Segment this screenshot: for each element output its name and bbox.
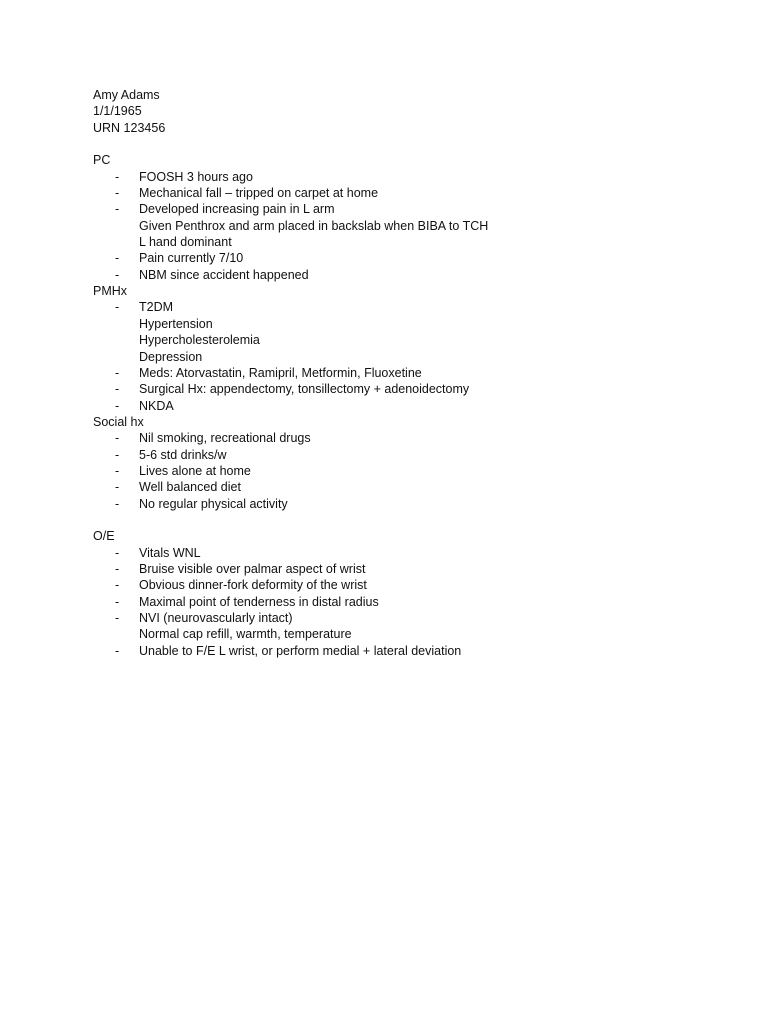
bullet-dash: - xyxy=(115,545,120,560)
bullet-dash: - xyxy=(115,300,120,315)
list-item xyxy=(93,496,733,512)
list-item-text: T2DM xyxy=(139,300,174,315)
bullet-dash: - xyxy=(115,382,120,397)
list-item-text: NBM since accident happened xyxy=(139,267,309,282)
section-heading-oe: O/E xyxy=(93,529,115,544)
list-item-text: 5-6 std drinks/w xyxy=(139,447,227,462)
list-item-continuation xyxy=(93,626,733,642)
bullet-dash: - xyxy=(115,169,120,184)
list-item-text: NVI (neurovascularly intact) xyxy=(139,611,293,625)
list-item xyxy=(93,201,733,217)
list-item-text: Vitals WNL xyxy=(139,545,201,560)
list-item-text: Hypertension xyxy=(139,316,213,331)
list-item-text: Developed increasing pain in L arm xyxy=(139,202,335,217)
list-item xyxy=(93,643,733,659)
list-item-text: Depression xyxy=(139,349,203,364)
list-item xyxy=(93,479,733,495)
bullet-dash: - xyxy=(115,578,120,593)
list-item-text: Lives alone at home xyxy=(139,463,251,478)
list-item xyxy=(93,169,733,185)
list-item xyxy=(93,381,733,397)
bullet-dash: - xyxy=(115,594,120,609)
list-item-text: L hand dominant xyxy=(139,235,232,250)
list-item-text: Surgical Hx: appendectomy, tonsillectomy + adenoidectomy xyxy=(139,382,470,397)
bullet-dash: - xyxy=(115,463,120,478)
bullet-dash: - xyxy=(115,398,120,413)
section-heading-pmhx: PMHx xyxy=(93,284,128,299)
bullet-dash: - xyxy=(115,251,120,266)
bullet-dash: - xyxy=(115,496,120,511)
list-item xyxy=(93,463,733,479)
bullet-dash: - xyxy=(115,186,120,201)
list-item xyxy=(93,577,733,593)
clinical-note-page xyxy=(93,87,733,659)
list-item-continuation xyxy=(93,218,733,234)
list-item-text: Unable to F/E L wrist, or perform medial + lateral deviation xyxy=(139,643,462,658)
list-item-text: Given Penthrox and arm placed in backslab when BIBA to TCH xyxy=(139,218,489,233)
list-item-text: Mechanical fall – tripped on carpet at home xyxy=(139,186,379,201)
list-item xyxy=(93,594,733,610)
list-item xyxy=(93,267,733,283)
list-item xyxy=(93,545,733,561)
list-item-text: Well balanced diet xyxy=(139,480,241,495)
section-heading-pc: PC xyxy=(93,153,111,168)
list-item xyxy=(93,250,733,266)
bullet-dash: - xyxy=(115,365,120,380)
list-item-continuation xyxy=(93,234,733,250)
list-item xyxy=(93,561,733,577)
list-item xyxy=(93,447,733,463)
list-item-text: Pain currently 7/10 xyxy=(139,251,244,266)
section-heading-social-hx: Social hx xyxy=(93,414,144,429)
patient-urn: URN 123456 xyxy=(93,120,166,135)
bullet-dash: - xyxy=(115,267,120,282)
list-item-continuation xyxy=(93,316,733,332)
list-item xyxy=(93,430,733,446)
patient-dob: 1/1/1965 xyxy=(93,104,142,119)
list-item-text: No regular physical activity xyxy=(139,496,288,511)
bullet-dash: - xyxy=(115,643,120,658)
list-item-text: Normal cap refill, warmth, temperature xyxy=(139,627,352,642)
patient-name: Amy Adams xyxy=(93,88,160,102)
bullet-dash: - xyxy=(115,202,120,217)
list-item xyxy=(93,299,733,315)
list-item-text: NKDA xyxy=(139,398,174,413)
list-item xyxy=(93,185,733,201)
list-item xyxy=(93,365,733,381)
list-item-text: Meds: Atorvastatin, Ramipril, Metformin, Fluoxetine xyxy=(139,365,422,380)
bullet-dash: - xyxy=(115,480,120,495)
list-item-text: FOOSH 3 hours ago xyxy=(139,169,253,184)
bullet-dash: - xyxy=(115,611,120,625)
bullet-dash: - xyxy=(115,447,120,462)
list-item xyxy=(93,610,733,626)
list-item-text: Bruise visible over palmar aspect of wrist xyxy=(139,561,366,576)
spacer xyxy=(93,512,733,528)
bullet-dash: - xyxy=(115,431,120,446)
bullet-dash: - xyxy=(115,561,120,576)
list-item-text: Maximal point of tenderness in distal radius xyxy=(139,594,379,609)
list-item-text: Hypercholesterolemia xyxy=(139,333,260,348)
list-item-text: Nil smoking, recreational drugs xyxy=(139,431,311,446)
list-item xyxy=(93,398,733,414)
list-item-continuation xyxy=(93,349,733,365)
list-item-text: Obvious dinner-fork deformity of the wrist xyxy=(139,578,367,593)
spacer xyxy=(93,136,733,152)
list-item-continuation xyxy=(93,332,733,348)
